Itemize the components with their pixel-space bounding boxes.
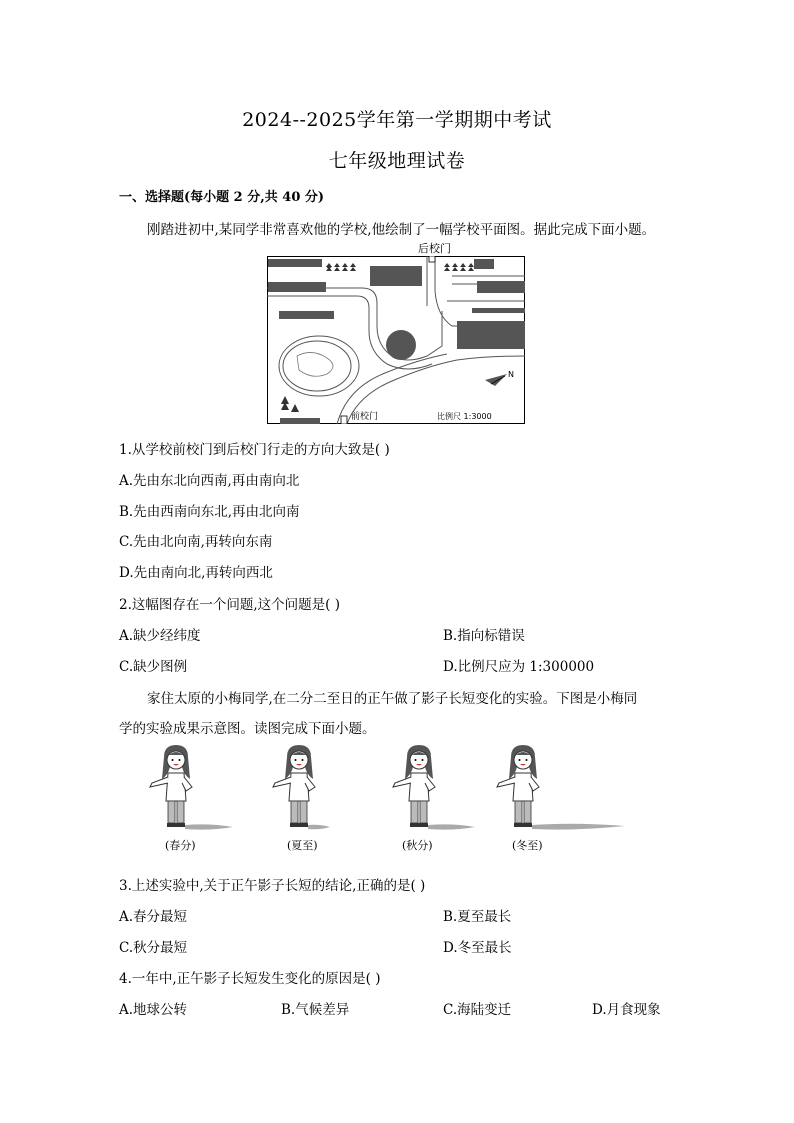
section-heading: 一、选择题(每小题 2 分,共 40 分) <box>119 190 325 205</box>
building <box>279 311 334 319</box>
building <box>370 266 422 286</box>
back-gate-marker <box>429 256 435 262</box>
exam-title: 2024--2025学年第一学期期中考试 <box>242 109 552 131</box>
svg-text:N: N <box>508 370 514 379</box>
shadow-experiment-figure <box>145 745 645 855</box>
q2-option-c: C.缺少图例 <box>119 659 188 675</box>
building <box>268 282 326 292</box>
q1-option-a: A.先由东北向西南,再由南向北 <box>119 473 300 489</box>
building <box>472 308 525 313</box>
caption-autumn: (秋分) <box>402 839 433 852</box>
q1-option-b: B.先由西南向东北,再由北向南 <box>119 504 300 520</box>
q2-option-d: D.比例尺应为 1:300000 <box>443 659 595 675</box>
q1-option-d: D.先由南向北,再转向西北 <box>119 565 273 581</box>
q2-option-a: A.缺少经纬度 <box>119 628 201 644</box>
q4-option-b: B.气候差异 <box>281 1002 350 1018</box>
q4-option-a: A.地球公转 <box>119 1002 188 1018</box>
figure-spring-equinox <box>150 745 233 830</box>
front-gate-label: 前校门 <box>351 412 379 422</box>
building <box>474 259 494 269</box>
passage-2-line-1: 家住太原的小梅同学,在二分二至日的正午做了影子长短变化的实验。下图是小梅同 <box>147 691 638 707</box>
building <box>268 259 322 267</box>
figure-autumn-equinox <box>393 745 475 830</box>
passage-1: 刚踏进初中,某同学非常喜欢他的学校,他绘制了一幅学校平面图。据此完成下面小题。 <box>147 222 656 238</box>
back-gate-label: 后校门 <box>418 242 451 255</box>
building <box>477 281 525 293</box>
school-map <box>267 256 525 424</box>
front-gate-marker <box>341 416 347 424</box>
round-building <box>386 330 416 360</box>
q3-option-d: D.冬至最长 <box>443 940 512 956</box>
passage-2-line-2: 学的实验成果示意图。读图完成下面小题。 <box>119 721 376 737</box>
scale-label: 比例尺 1:3000 <box>437 412 492 421</box>
q4-option-c: C.海陆变迁 <box>443 1002 512 1018</box>
caption-winter: (冬至) <box>512 839 543 852</box>
caption-spring: (春分) <box>165 839 196 852</box>
q2-option-b: B.指向标错误 <box>443 628 525 644</box>
q4-option-d: D.月食现象 <box>592 1002 661 1018</box>
figure-summer-solstice <box>273 745 330 829</box>
building <box>280 418 320 424</box>
q2-stem: 2.这幅图存在一个问题,这个问题是( ) <box>119 597 340 613</box>
q1-stem: 1.从学校前校门到后校门行走的方向大致是( ) <box>119 442 390 458</box>
building <box>457 321 525 349</box>
figure-winter-solstice <box>497 745 625 830</box>
q3-option-b: B.夏至最长 <box>443 909 512 925</box>
q3-option-a: A.春分最短 <box>119 909 188 925</box>
q4-stem: 4.一年中,正午影子长短发生变化的原因是( ) <box>119 971 381 987</box>
q3-option-c: C.秋分最短 <box>119 940 188 956</box>
q1-option-c: C.先由北向南,再转向东南 <box>119 534 273 550</box>
exam-subtitle: 七年级地理试卷 <box>328 150 466 172</box>
q3-stem: 3.上述实验中,关于正午影子长短的结论,正确的是( ) <box>119 878 426 894</box>
caption-summer: (夏至) <box>287 839 318 852</box>
